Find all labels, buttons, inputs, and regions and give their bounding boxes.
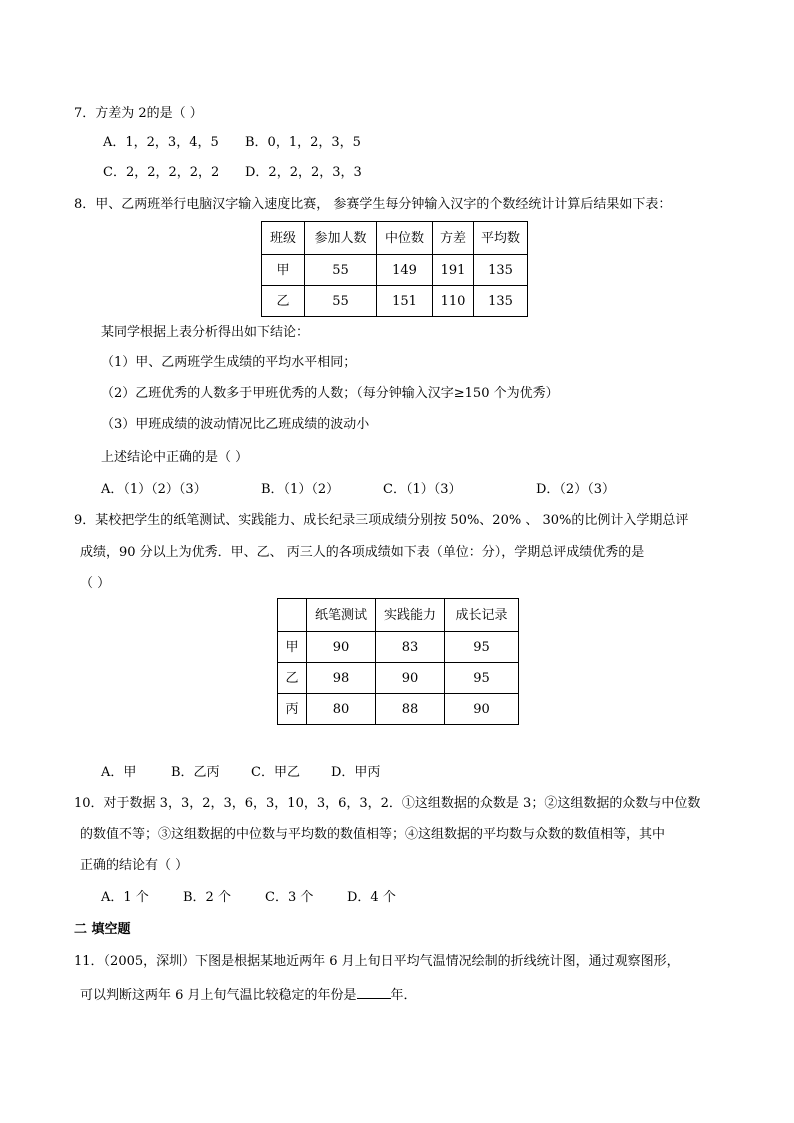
table-cell: 乙 bbox=[262, 286, 305, 317]
table-cell: 135 bbox=[474, 286, 528, 317]
q9-table-header-row bbox=[278, 599, 519, 632]
q8-option-b: B．（1）（2） bbox=[261, 482, 340, 497]
q8-header-cell: 平均数 bbox=[474, 222, 528, 255]
table-cell: 90 bbox=[445, 694, 519, 725]
q10-option-b: B．2 个 bbox=[183, 890, 231, 905]
table-cell: 151 bbox=[377, 286, 433, 317]
table-cell: 98 bbox=[307, 663, 376, 694]
table-row bbox=[278, 694, 519, 725]
table-row bbox=[262, 286, 528, 317]
q8-stem: 8．甲、乙两班举行电脑汉字输入速度比赛， 参赛学生每分钟输入汉字的个数经统计计算后结果如下表： bbox=[74, 197, 672, 212]
q8-conclusion-3: （3）甲班成绩的波动情况比乙班成绩的波动小 bbox=[101, 417, 370, 432]
table-cell: 甲 bbox=[262, 255, 305, 286]
q7-stem: 7．方差为 2的是（ ） bbox=[74, 106, 203, 121]
table-cell: 95 bbox=[445, 632, 519, 663]
table-cell: 80 bbox=[307, 694, 376, 725]
table-cell: 90 bbox=[307, 632, 376, 663]
q8-option-a: A．（1）（2）（3） bbox=[101, 482, 207, 497]
q9-stem-line-1: 9．某校把学生的纸笔测试、实践能力、成长纪录三项成绩分别按 50%、20% 、 30%的比例计入学期总评 bbox=[74, 513, 689, 528]
table-cell: 83 bbox=[376, 632, 445, 663]
table-cell: 135 bbox=[474, 255, 528, 286]
table-cell: 乙 bbox=[278, 663, 307, 694]
table-row bbox=[278, 663, 519, 694]
table-cell: 55 bbox=[305, 255, 377, 286]
q8-conclusion-2: （2）乙班优秀的人数多于甲班优秀的人数；（每分钟输入汉字≥150 个为优秀） bbox=[101, 386, 559, 401]
q7-option-c: C．2，2，2，2，2 bbox=[103, 165, 220, 180]
table-cell: 90 bbox=[376, 663, 445, 694]
table-cell: 191 bbox=[433, 255, 474, 286]
q9-option-c: C．甲乙 bbox=[251, 765, 300, 780]
q7-options-row-1 bbox=[103, 136, 361, 149]
q10-stem-line-2: 的数值不等；③这组数据的中位数与平均数的数值相等；④这组数据的平均数与众数的数值相等，其中 bbox=[80, 827, 666, 842]
q10-option-d: D．4 个 bbox=[347, 890, 396, 905]
table-cell: 95 bbox=[445, 663, 519, 694]
q8-conclusion-1: （1）甲、乙两班学生成绩的平均水平相同； bbox=[101, 355, 357, 370]
q8-table-header-row bbox=[262, 222, 528, 255]
q9-stem-line-3: （ ） bbox=[80, 576, 111, 591]
q8-option-d: D．（2）（3） bbox=[536, 482, 615, 497]
q7-options-row-2 bbox=[103, 166, 362, 179]
table-cell: 110 bbox=[433, 286, 474, 317]
q10-option-c: C．3 个 bbox=[265, 890, 314, 905]
q11-line-2-suffix: 年． bbox=[390, 988, 417, 1003]
q7-option-a: A．1，2，3，4，5 bbox=[103, 135, 219, 150]
section-title: 二 填空题 bbox=[74, 922, 131, 937]
q9-option-b: B．乙丙 bbox=[171, 765, 220, 780]
q9-options bbox=[101, 766, 380, 779]
q8-option-c: C．（1）（3） bbox=[383, 482, 462, 497]
table-row bbox=[278, 632, 519, 663]
table-cell: 88 bbox=[376, 694, 445, 725]
q8-header-cell: 方差 bbox=[433, 222, 474, 255]
table-cell: 甲 bbox=[278, 632, 307, 663]
q9-stem-line-2: 成绩，90 分以上为优秀．甲、乙、 丙三人的各项成绩如下表（单位：分），学期总评成绩优秀的是 bbox=[80, 545, 645, 560]
q10-options bbox=[101, 891, 396, 904]
q8-header-cell: 班级 bbox=[262, 222, 305, 255]
table-cell: 丙 bbox=[278, 694, 307, 725]
q10-stem-line-3: 正确的结论有（ ） bbox=[80, 858, 189, 873]
q8-intro: 某同学根据上表分析得出如下结论： bbox=[101, 325, 310, 340]
q9-header-cell bbox=[278, 599, 307, 632]
q7-option-b: B．0，1，2，3，5 bbox=[245, 135, 361, 150]
q9-header-cell: 成长记录 bbox=[445, 599, 519, 632]
q11-line-2-text: 可以判断这两年 6 月上旬气温比较稳定的年份是 bbox=[80, 988, 357, 1003]
q10-option-a: A．1 个 bbox=[101, 890, 149, 905]
table-row bbox=[262, 255, 528, 286]
q10-stem-line-1: 10．对于数据 3，3，2，3，6，3，10，3，6，3，2．①这组数据的众数是 3；②这组数据的众数与中位数 bbox=[74, 796, 701, 811]
q9-option-a: A．甲 bbox=[101, 765, 137, 780]
q11-line-2 bbox=[80, 986, 417, 1002]
table-cell: 55 bbox=[305, 286, 377, 317]
q7-option-d: D．2，2，2，3，3 bbox=[245, 165, 362, 180]
answer-blank[interactable] bbox=[357, 986, 391, 999]
q9-header-cell: 纸笔测试 bbox=[307, 599, 376, 632]
q8-options bbox=[101, 483, 615, 496]
q8-header-cell: 参加人数 bbox=[305, 222, 377, 255]
table-cell: 149 bbox=[377, 255, 433, 286]
q8-header-cell: 中位数 bbox=[377, 222, 433, 255]
q8-table bbox=[261, 221, 528, 317]
q9-option-d: D．甲丙 bbox=[331, 765, 381, 780]
q8-question: 上述结论中正确的是（ ） bbox=[101, 450, 249, 465]
q9-header-cell: 实践能力 bbox=[376, 599, 445, 632]
q11-line-1: 11．（2005，深圳）下图是根据某地近两年 6 月上旬日平均气温情况绘制的折线统计图，通过观察图形， bbox=[74, 954, 680, 969]
q9-table bbox=[277, 598, 519, 725]
